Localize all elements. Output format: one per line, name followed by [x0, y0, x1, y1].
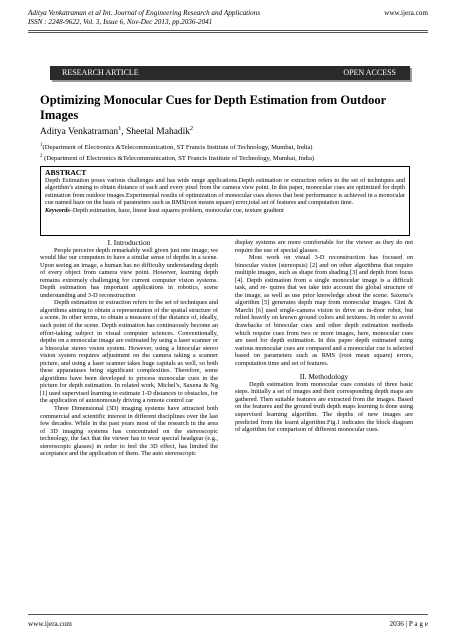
affiliation-1-text: (Department of Electronics &Telecommunication, ST Francis Institute of Technology, Mumbai, India) — [42, 144, 313, 152]
right-column — [235, 239, 413, 607]
author-list — [40, 126, 193, 137]
paragraph: Three Dimensional (3D) imaging systems have attracted both commercial and scientific interest in different disciplines over the last few decades. While in the past years most of the research in the area of 3D imaging systems has concentrated on the stereoscopic technology, the fact that the viewer has to wear special headgear (e.g., stereoscopic glasses) in order to feel the 3D effect, has limited the acceptance and the application of them. The auto stereoscopic — [40, 405, 218, 458]
section-heading-introduction — [40, 239, 218, 247]
citation-line-1: Aditya Venkatraman et al Int. Journal of Engineering Research and Applications — [28, 9, 261, 17]
paragraph: Depth estimation or extraction refers to the set of techniques and algorithms aiming to obtain a representation of the spatial structure of a scene. In other terms, to obtain a measure of the distance of, ideally, each point of the scene. Depth estimation has continuously become an effort-taking subject in visual computer sciences. Conventionally, depths on a monocular image are estimated by using a laser scanner or a binocular stereo vision system. However, using a binocular stereo vision system requires adjustment on the camera taking a scanner picture, and using a laser scanner takes huge capitals as well, so both these apparatuses bring significant complexities. Therefore, some algorithms have been developed to process monocular cues in the picture for depth estimation. In related work, Michel’s, Saxena & Ng [1] used supervised learning to estimate 1-D distances to obstacles, for the application of autonomously driving a remote control car — [40, 299, 218, 405]
paragraph: Most work on visual 3-D reconstruction has focused on binocular vision (stereopsis) [2] and on other algorithms that require multiple images, such as shape from shading [3] and depth from focus [4]. Depth estimation from a single monocular image is a difficult task, and re- quires that we take into account the global structure of the image, as well as use prior knowledge about the scene. Saxena’s algorithm [5] generates depth map from monocular images. Gini & Marchi [6] used single-camera vision to drive an in-door robot, but relied heavily on known ground colors and textures. In order to avoid drawbacks of binocular cues and other depth estimation methods which require cues from two or more images, here, monocular cues are used for depth estimation. In this paper depth estimated using various monocular cues are compared and a monocular cue is selected based on parameters such as RMS (root mean square) errors, computation time and set of features. — [235, 254, 413, 367]
affiliation-1 — [40, 141, 314, 152]
keywords-text: –Depth estimation, haze, linear least squares problem, monocular cue, texture gradient — [69, 206, 284, 214]
footer-rule — [28, 614, 428, 615]
running-header — [28, 9, 428, 27]
header-rule — [28, 30, 428, 31]
footer-site-link[interactable]: www.ijera.com — [28, 620, 72, 628]
paragraph: People perceive depth remarkably well given just one image; we would like our computers to have a similar sense of depths in a scene. Upon seeing an image, a human has no difficulty understanding depth of every object from camera view point. However, learning depth remains extremely challenging for current computer vision systems. Depth estimation has important applications in robotics, scene understanding and 3-D reconstruction — [40, 246, 218, 299]
section-heading-methodology — [235, 373, 413, 381]
paragraph: display systems are more comfortable for the viewer as they do not require the use of special glasses. — [235, 239, 413, 254]
introduction-heading-text: I. Introduction — [107, 239, 151, 247]
page-number: 2036 | P a g e — [389, 620, 428, 628]
abstract-heading: ABSTRACT — [45, 168, 87, 177]
citation-line-2: ISSN : 2248-9622, Vol. 3, Issue 6, Nov-Dec 2013, pp.2036-2041 — [28, 18, 213, 26]
paper-title: Optimizing Monocular Cues for Depth Estimation from Outdoor Images — [40, 93, 386, 122]
keywords — [45, 207, 405, 215]
header-site-link[interactable]: www.ijera.com — [384, 9, 428, 17]
paragraph: Depth estimation from monocular cues consists of three basic steps. Initially a set of images and their corresponding depth maps are gathered. Then suitable features are extracted from the images. Based on the features and the ground truth depth maps learning is done using supervised learning algorithm. The depths of new images are predicted from the learnt algorithm.Fig.1 indicates the block diagram of algorithm for comparison of different monocular cues. — [235, 380, 413, 434]
keywords-label: Keywords — [45, 206, 70, 214]
affiliation-1-sup: 1 — [40, 143, 43, 148]
affiliation-2 — [40, 152, 314, 163]
abstract-box — [40, 166, 410, 236]
open-access-label: OPEN ACCESS — [343, 68, 396, 77]
author-2: Sheetal Mahadik — [125, 127, 191, 138]
abstract-body: Depth Estimation poses various challenges and has wide range applications.Depth estimation or extraction refers to the set of techniques and algorithm’s aiming to obtain distance of each and every pixel from the camera view point. In this paper, monocular cues are optimized for depth estimation from outdoor images.Experimental results of optimization of monocular cues shows that best performance is achieved in a monocular cue named haze on the basis of parameters such as RMS(root means square) error,total set of features and computation time. — [45, 176, 405, 207]
page-footer — [28, 620, 428, 628]
header-rule-2 — [28, 32, 428, 33]
author-1: Aditya Venkatraman — [40, 127, 119, 138]
left-column — [40, 239, 218, 607]
author-1-sup: 1 — [118, 126, 122, 132]
author-separator: , — [121, 127, 126, 138]
research-article-label: RESEARCH ARTICLE — [62, 68, 139, 77]
affiliation-2-sup: 2 — [40, 154, 43, 160]
article-banner — [50, 66, 410, 80]
affiliation-2-text: (Department of Electronics &Telecommunication, ST Francis Institute of Technology, Mumbai, India) — [42, 155, 315, 163]
author-2-sup: 2 — [190, 126, 194, 132]
affiliations — [40, 141, 314, 163]
methodology-heading-text: II. Methodology — [299, 372, 349, 382]
